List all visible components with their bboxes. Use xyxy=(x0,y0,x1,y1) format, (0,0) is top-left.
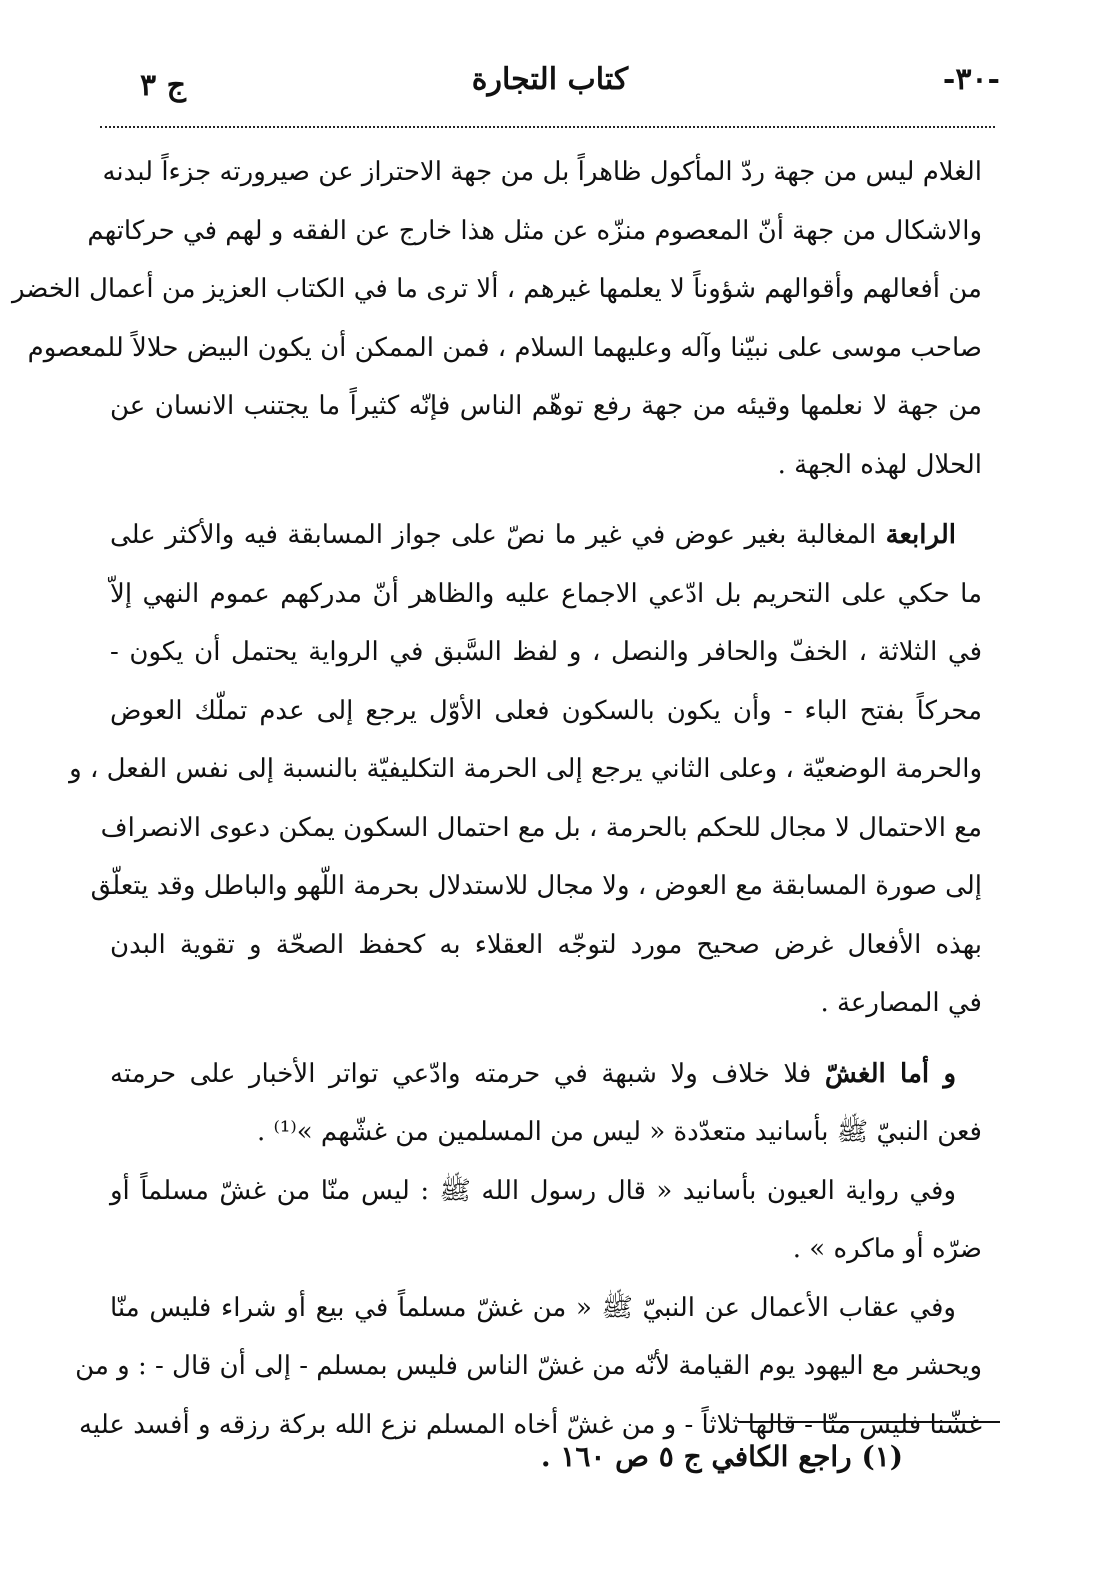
text-line: غشّنا فليس منّا - قالها ثلاثاً - و من غشّ أخاه المسلم نزع الله بركة رزقه و أفسد عليه xyxy=(79,1409,982,1440)
text-line: إلى صورة المسابقة مع العوض ، ولا مجال للاستدلال بحرمة اللّهو والباطل وقد يتعلّق xyxy=(90,871,982,901)
text-line: وفي رواية العيون بأسانيد « قال رسول الله ﷺ : ليس منّا من غشّ مسلماً أو xyxy=(110,1175,956,1206)
text-line: وفي عقاب الأعمال عن النبيّ ﷺ « من غشّ مسلماً في بيع أو شراء فليس منّا xyxy=(110,1292,956,1323)
main-text xyxy=(11,143,983,1454)
text-line: من جهة لا نعلمها وقيئه من جهة رفع توهّم الناس فإنّه كثيراً ما يجتنب الانسان عن xyxy=(110,391,982,421)
page-header xyxy=(100,62,1000,112)
text-line: ما حكي على التحريم بل ادّعي الاجماع عليه والظاهر أنّ مدركهم عموم النهي إلاّ xyxy=(110,578,982,609)
paragraph xyxy=(69,506,983,1033)
paragraph xyxy=(110,1162,982,1279)
text-run: المغالبة بغير عوض في غير ما نصّ على جواز المسابقة فيه والأكثر على xyxy=(110,520,877,550)
footnote: (١) راجع الكافي ج ٥ ص ١٦٠ . xyxy=(540,1440,903,1473)
text-line xyxy=(110,506,982,565)
paragraph-lead: الرابعة xyxy=(885,520,957,550)
text-run: فلا خلاف ولا شبهة في حرمته وادّعي تواتر الأخبار على حرمته xyxy=(110,1058,812,1089)
running-title: كتاب التجارة xyxy=(471,62,629,97)
text-line: فعن النبيّ ﷺ بأسانيد متعدّدة « ليس من المسلمين من غشّهم »⁽¹⁾ . xyxy=(257,1117,982,1147)
paragraph xyxy=(75,1279,982,1455)
text-line: صاحب موسى على نبيّنا وآله وعليهما السلام ، فمن الممكن أن يكون البيض حلالاً للمعصوم xyxy=(27,332,982,363)
text-line: محركاً بفتح الباء - وأن يكون بالسكون فعلى الأوّل يرجع إلى عدم تملّك العوض xyxy=(110,695,982,726)
text-line: في المصارعة . xyxy=(820,988,982,1018)
text-line: بهذه الأفعال غرض صحيح مورد لتوجّه العقلاء به كحفظ الصحّة و تقوية البدن xyxy=(110,929,982,960)
paragraph xyxy=(110,1045,982,1162)
text-line: الغلام ليس من جهة ردّ المأكول ظاهراً بل من جهة الاحتراز عن صيرورته جزءاً لبدنه xyxy=(102,157,982,187)
text-line: ويحشر مع اليهود يوم القيامة لأنّه من غشّ الناس فليس بمسلم - إلى أن قال - : و من xyxy=(75,1351,982,1381)
text-line: مع الاحتمال لا مجال للحكم بالحرمة ، بل مع احتمال السكون يمكن دعوى الانصراف xyxy=(100,812,982,843)
footnote-divider xyxy=(738,1421,1000,1423)
text-line: والحرمة الوضعيّة ، وعلى الثاني يرجع إلى الحرمة التكليفيّة بالنسبة إلى نفس الفعل ، و xyxy=(69,754,982,784)
text-line xyxy=(110,1045,982,1104)
paragraph xyxy=(11,143,982,494)
text-line: والاشكال من جهة أنّ المعصوم منزّه عن مثل هذا خارج عن الفقه و لهم في حركاتهم xyxy=(87,215,982,246)
text-line: في الثلاثة ، الخفّ والحافر والنصل ، و لفظ السَّبق في الرواية يحتمل أن يكون - xyxy=(110,637,983,667)
text-line: ضرّه أو ماكره » . xyxy=(792,1234,982,1264)
page-number: -٣٠- xyxy=(942,62,1000,97)
paragraph-lead: و أما الغشّ xyxy=(824,1058,957,1089)
header-divider xyxy=(100,126,995,128)
text-line: الحلال لهذه الجهة . xyxy=(777,449,982,480)
volume-marker: ج ٣ xyxy=(140,68,186,103)
text-line: من أفعالهم وأقوالهم شؤوناً لا يعلمها غيرهم ، ألا ترى ما في الكتاب العزيز من أعمال الخضر xyxy=(11,274,982,304)
